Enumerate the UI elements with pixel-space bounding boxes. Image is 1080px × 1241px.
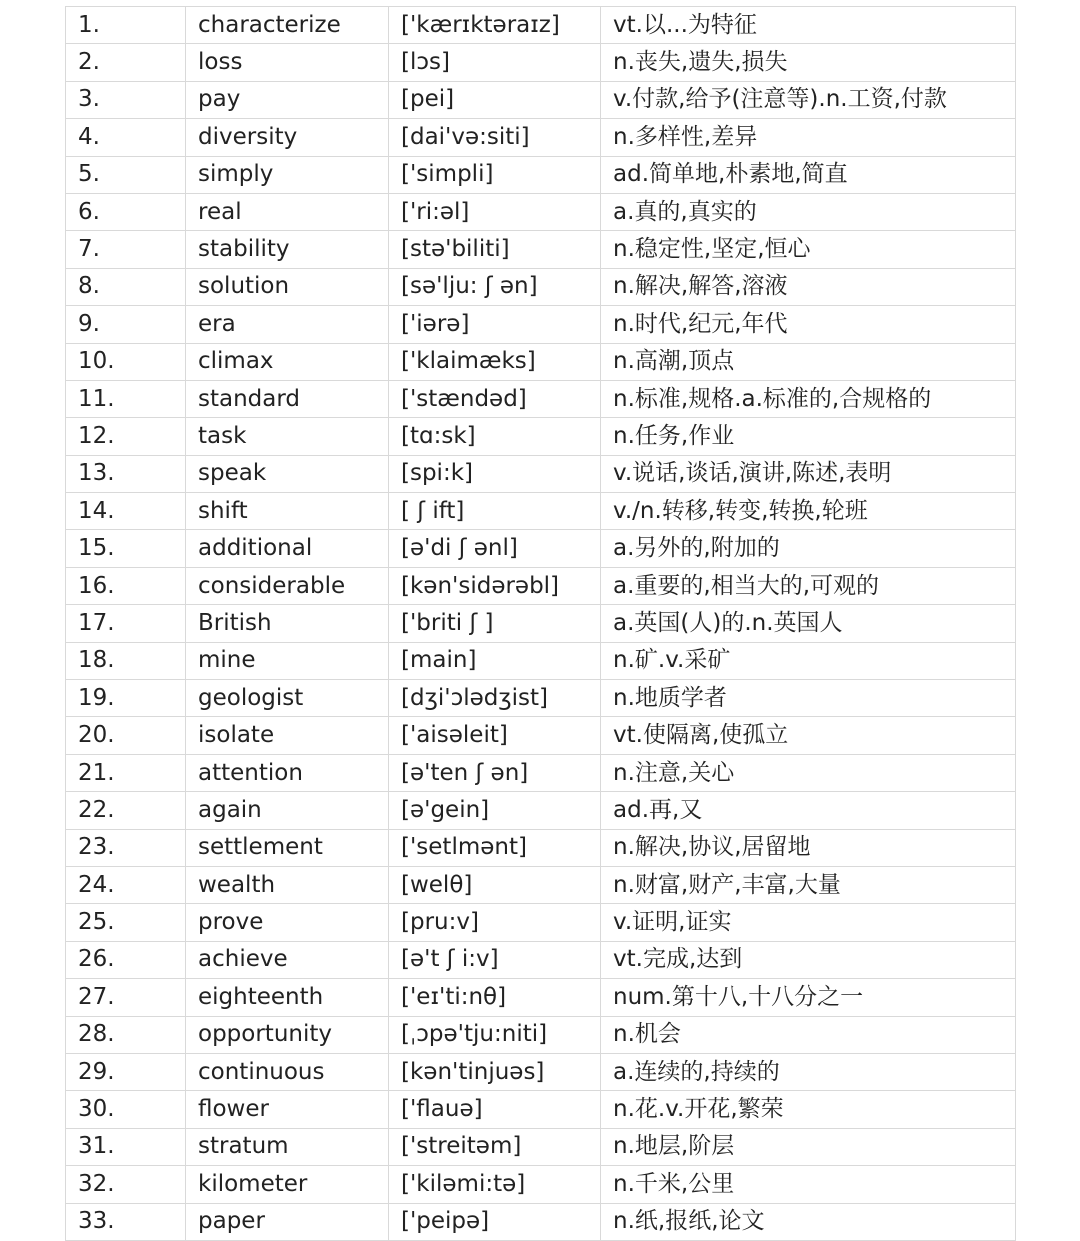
table-row — [66, 493, 1016, 530]
table-row — [66, 231, 1016, 268]
definition-cell: n.机会 — [601, 1016, 1016, 1053]
row-number: 10. — [66, 343, 186, 380]
word-cell: wealth — [186, 866, 389, 903]
phonetic-cell: ['stændəd] — [389, 380, 601, 417]
definition-cell: n.任务,作业 — [601, 418, 1016, 455]
vocabulary-table-body — [66, 7, 1016, 1241]
table-row — [66, 567, 1016, 604]
definition-cell: num.第十八,十八分之一 — [601, 979, 1016, 1016]
row-number: 26. — [66, 941, 186, 978]
word-cell: geologist — [186, 680, 389, 717]
phonetic-cell: ['kærɪktəraɪz] — [389, 7, 601, 44]
phonetic-cell: ['setlmənt] — [389, 829, 601, 866]
row-number: 31. — [66, 1128, 186, 1165]
word-cell: again — [186, 792, 389, 829]
table-row — [66, 754, 1016, 791]
definition-cell: v./n.转移,转变,转换,轮班 — [601, 493, 1016, 530]
phonetic-cell: [stə'biliti] — [389, 231, 601, 268]
row-number: 3. — [66, 81, 186, 118]
row-number: 27. — [66, 979, 186, 1016]
table-row — [66, 119, 1016, 156]
phonetic-cell: ['flauə] — [389, 1091, 601, 1128]
word-cell: stability — [186, 231, 389, 268]
table-row — [66, 343, 1016, 380]
table-row — [66, 1166, 1016, 1203]
word-cell: achieve — [186, 941, 389, 978]
definition-cell: n.矿.v.采矿 — [601, 642, 1016, 679]
word-cell: loss — [186, 44, 389, 81]
phonetic-cell: [main] — [389, 642, 601, 679]
table-row — [66, 193, 1016, 230]
phonetic-cell: [spi:k] — [389, 455, 601, 492]
table-row — [66, 156, 1016, 193]
definition-cell: ad.简单地,朴素地,简直 — [601, 156, 1016, 193]
phonetic-cell: ['briti ʃ ] — [389, 605, 601, 642]
row-number: 1. — [66, 7, 186, 44]
phonetic-cell: ['eɪ'ti:nθ] — [389, 979, 601, 1016]
definition-cell: n.地质学者 — [601, 680, 1016, 717]
definition-cell: n.千米,公里 — [601, 1166, 1016, 1203]
table-row — [66, 81, 1016, 118]
definition-cell: a.重要的,相当大的,可观的 — [601, 567, 1016, 604]
table-row — [66, 829, 1016, 866]
word-cell: flower — [186, 1091, 389, 1128]
phonetic-cell: [tɑ:sk] — [389, 418, 601, 455]
word-cell: considerable — [186, 567, 389, 604]
table-row — [66, 306, 1016, 343]
table-row — [66, 1203, 1016, 1240]
table-row — [66, 380, 1016, 417]
row-number: 5. — [66, 156, 186, 193]
word-cell: attention — [186, 754, 389, 791]
table-row — [66, 1091, 1016, 1128]
phonetic-cell: [kən'tinjuəs] — [389, 1053, 601, 1090]
phonetic-cell: [dʒi'ɔlədʒist] — [389, 680, 601, 717]
word-cell: opportunity — [186, 1016, 389, 1053]
definition-cell: a.连续的,持续的 — [601, 1053, 1016, 1090]
definition-cell: v.证明,证实 — [601, 904, 1016, 941]
row-number: 19. — [66, 680, 186, 717]
phonetic-cell: [ə'ten ʃ ən] — [389, 754, 601, 791]
table-row — [66, 680, 1016, 717]
word-cell: additional — [186, 530, 389, 567]
row-number: 13. — [66, 455, 186, 492]
definition-cell: n.地层,阶层 — [601, 1128, 1016, 1165]
word-cell: solution — [186, 268, 389, 305]
phonetic-cell: [welθ] — [389, 866, 601, 903]
definition-cell: n.解决,解答,溶液 — [601, 268, 1016, 305]
definition-cell: n.花.v.开花,繁荣 — [601, 1091, 1016, 1128]
word-cell: task — [186, 418, 389, 455]
word-cell: stratum — [186, 1128, 389, 1165]
definition-cell: a.另外的,附加的 — [601, 530, 1016, 567]
definition-cell: ad.再,又 — [601, 792, 1016, 829]
row-number: 30. — [66, 1091, 186, 1128]
definition-cell: v.说话,谈话,演讲,陈述,表明 — [601, 455, 1016, 492]
definition-cell: a.英国(人)的.n.英国人 — [601, 605, 1016, 642]
word-cell: mine — [186, 642, 389, 679]
table-row — [66, 1016, 1016, 1053]
word-cell: climax — [186, 343, 389, 380]
phonetic-cell: [dai'və:siti] — [389, 119, 601, 156]
row-number: 18. — [66, 642, 186, 679]
word-cell: settlement — [186, 829, 389, 866]
definition-cell: n.多样性,差异 — [601, 119, 1016, 156]
phonetic-cell: [pru:v] — [389, 904, 601, 941]
row-number: 22. — [66, 792, 186, 829]
phonetic-cell: [ˌɔpə'tju:niti] — [389, 1016, 601, 1053]
word-cell: real — [186, 193, 389, 230]
phonetic-cell: ['peipə] — [389, 1203, 601, 1240]
phonetic-cell: [pei] — [389, 81, 601, 118]
definition-cell: n.高潮,顶点 — [601, 343, 1016, 380]
table-row — [66, 904, 1016, 941]
row-number: 6. — [66, 193, 186, 230]
vocabulary-table — [65, 6, 1016, 1241]
table-row — [66, 941, 1016, 978]
phonetic-cell: [ə't ʃ i:v] — [389, 941, 601, 978]
definition-cell: n.纸,报纸,论文 — [601, 1203, 1016, 1240]
row-number: 8. — [66, 268, 186, 305]
row-number: 28. — [66, 1016, 186, 1053]
row-number: 21. — [66, 754, 186, 791]
definition-cell: n.财富,财产,丰富,大量 — [601, 866, 1016, 903]
word-cell: standard — [186, 380, 389, 417]
table-row — [66, 866, 1016, 903]
word-cell: simply — [186, 156, 389, 193]
word-cell: British — [186, 605, 389, 642]
definition-cell: n.标准,规格.a.标准的,合规格的 — [601, 380, 1016, 417]
word-cell: diversity — [186, 119, 389, 156]
phonetic-cell: ['iərə] — [389, 306, 601, 343]
definition-cell: vt.使隔离,使孤立 — [601, 717, 1016, 754]
word-cell: eighteenth — [186, 979, 389, 1016]
row-number: 29. — [66, 1053, 186, 1090]
table-row — [66, 44, 1016, 81]
word-cell: characterize — [186, 7, 389, 44]
row-number: 7. — [66, 231, 186, 268]
definition-cell: n.时代,纪元,年代 — [601, 306, 1016, 343]
row-number: 23. — [66, 829, 186, 866]
definition-cell: n.注意,关心 — [601, 754, 1016, 791]
phonetic-cell: [lɔs] — [389, 44, 601, 81]
row-number: 15. — [66, 530, 186, 567]
table-row — [66, 7, 1016, 44]
row-number: 33. — [66, 1203, 186, 1240]
phonetic-cell: ['kiləmi:tə] — [389, 1166, 601, 1203]
word-cell: prove — [186, 904, 389, 941]
phonetic-cell: [ ʃ ift] — [389, 493, 601, 530]
definition-cell: a.真的,真实的 — [601, 193, 1016, 230]
phonetic-cell: [ə'gein] — [389, 792, 601, 829]
row-number: 17. — [66, 605, 186, 642]
word-cell: kilometer — [186, 1166, 389, 1203]
row-number: 4. — [66, 119, 186, 156]
table-row — [66, 455, 1016, 492]
definition-cell: v.付款,给予(注意等).n.工资,付款 — [601, 81, 1016, 118]
word-cell: shift — [186, 493, 389, 530]
definition-cell: n.稳定性,坚定,恒心 — [601, 231, 1016, 268]
table-row — [66, 642, 1016, 679]
phonetic-cell: ['klaimæks] — [389, 343, 601, 380]
word-cell: era — [186, 306, 389, 343]
phonetic-cell: ['simpli] — [389, 156, 601, 193]
phonetic-cell: [ə'di ʃ ənl] — [389, 530, 601, 567]
word-cell: continuous — [186, 1053, 389, 1090]
row-number: 20. — [66, 717, 186, 754]
phonetic-cell: [sə'lju: ʃ ən] — [389, 268, 601, 305]
table-row — [66, 717, 1016, 754]
phonetic-cell: ['aisəleit] — [389, 717, 601, 754]
row-number: 24. — [66, 866, 186, 903]
word-cell: isolate — [186, 717, 389, 754]
phonetic-cell: [kən'sidərəbl] — [389, 567, 601, 604]
word-cell: pay — [186, 81, 389, 118]
row-number: 2. — [66, 44, 186, 81]
phonetic-cell: ['streitəm] — [389, 1128, 601, 1165]
phonetic-cell: ['ri:əl] — [389, 193, 601, 230]
table-row — [66, 418, 1016, 455]
word-cell: paper — [186, 1203, 389, 1240]
table-row — [66, 1128, 1016, 1165]
row-number: 12. — [66, 418, 186, 455]
table-row — [66, 1053, 1016, 1090]
definition-cell: n.解决,协议,居留地 — [601, 829, 1016, 866]
definition-cell: n.丧失,遗失,损失 — [601, 44, 1016, 81]
definition-cell: vt.完成,达到 — [601, 941, 1016, 978]
row-number: 16. — [66, 567, 186, 604]
table-row — [66, 792, 1016, 829]
table-row — [66, 530, 1016, 567]
word-cell: speak — [186, 455, 389, 492]
table-row — [66, 268, 1016, 305]
table-row — [66, 605, 1016, 642]
row-number: 25. — [66, 904, 186, 941]
row-number: 11. — [66, 380, 186, 417]
definition-cell: vt.以...为特征 — [601, 7, 1016, 44]
row-number: 14. — [66, 493, 186, 530]
row-number: 9. — [66, 306, 186, 343]
row-number: 32. — [66, 1166, 186, 1203]
table-row — [66, 979, 1016, 1016]
